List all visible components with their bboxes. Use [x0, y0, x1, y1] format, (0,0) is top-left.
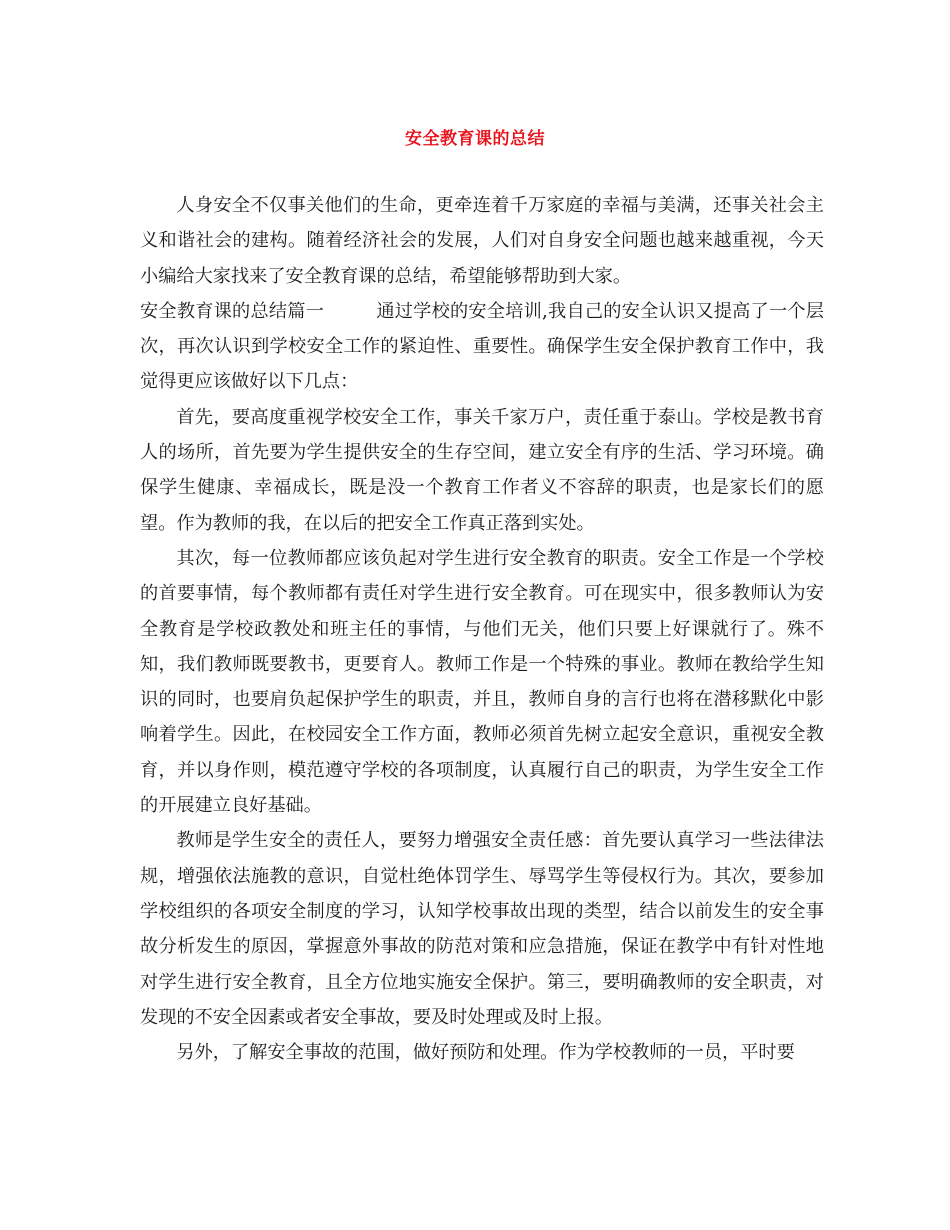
document-title: 安全教育课的总结	[405, 129, 545, 149]
body-paragraph-2: 其次，每一位教师都应该负起对学生进行安全教育的职责。安全工作是一个学校的首要事情，每个教师都有责任对学生进行安全教育。可在现实中，很多教师认为安全教育是学校政教处和班主任的事情，与他们无关，他们只要上好课就行了。殊不知，我们教师既要教书，更要育人。教师工作是一个特殊的事业。教师在教给学生知识的同时，也要肩负起保护学生的职责，并且，教师自身的言行也将在潜移默化中影响着学生。因此，在校园安全工作方面，教师必须首先树立起安全意识，重视安全教育，并以身作则，模范遵守学校的各项制度，认真履行自己的职责，为学生安全工作的开展建立良好基础。	[140, 547, 824, 817]
body-paragraph-1: 首先，要高度重视学校安全工作，事关千家万户，责任重于泰山。学校是教书育人的场所，首先要为学生提供安全的生存空间，建立安全有序的生活、学习环境。确保学生健康、幸福成长，既是没一个教育工作者义不容辞的职责，也是家长们的愿望。作为教师的我，在以后的把安全工作真正落到实处。	[140, 406, 824, 534]
section-paragraph	[140, 294, 824, 400]
intro-paragraph: 人身安全不仅事关他们的生命，更牵连着千万家庭的幸福与美满，还事关社会主义和谐社会的建构。随着经济社会的发展，人们对自身安全问题也越来越重视，今天小编给大家找来了安全教育课的总结，希望能够帮助到大家。	[140, 195, 824, 287]
body-paragraph-3: 教师是学生安全的责任人，要努力增强安全责任感：首先要认真学习一些法律法规，增强依法施教的意识，自觉杜绝体罚学生、辱骂学生等侵权行为。其次，要参加学校组织的各项安全制度的学习，认知学校事故出现的类型，结合以前发生的安全事故分析发生的原因，掌握意外事故的防范对策和应急措施，保证在教学中有针对性地对学生进行安全教育，且全方位地实施安全保护。第三，要明确教师的安全职责，对发现的不安全因素或者安全事故，要及时处理或及时上报。	[140, 830, 824, 1028]
section-heading: 安全教育课的总结篇一	[140, 300, 325, 322]
document-body	[140, 188, 824, 1070]
body-paragraph-4: 另外，了解安全事故的范围，做好预防和处理。作为学校教师的一员，平时要	[176, 1042, 795, 1064]
section-first-text: 通过学校的安全培训,我自己的安全认识又提高了一个层次，再次认识到学校安全工作的紧迫性、重要性。确保学生安全保护教育工作中，我觉得更应该做好以下几点：	[140, 300, 824, 393]
